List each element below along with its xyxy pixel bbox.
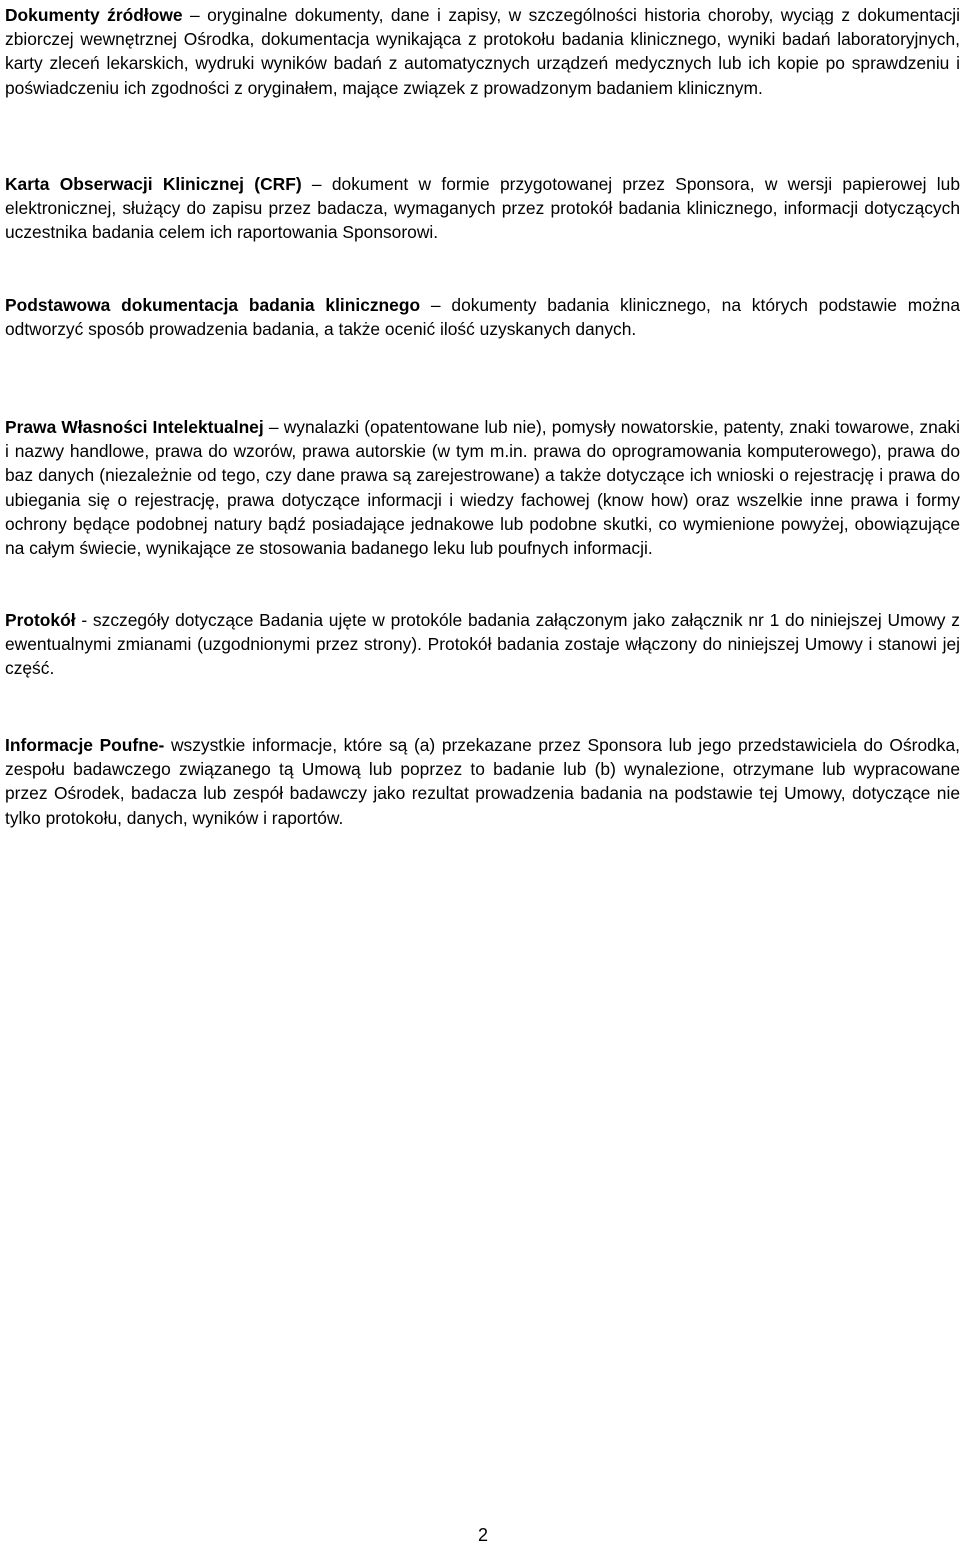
definition-term: Karta Obserwacji Klinicznej (CRF): [5, 174, 302, 194]
definition-separator: [164, 735, 171, 755]
definition-karta-obserwacji-klinicznej: [5, 172, 960, 245]
definition-prawa-wlasnosci-intelektualnej: [5, 415, 960, 560]
definition-term: Prawa Własności Intelektualnej: [5, 417, 264, 437]
definition-text: szczegóły dotyczące Badania ujęte w protokóle badania załączonym jako załącznik nr 1 do niniejszej Umowy z ewentualnymi zmianami (uzgodnionymi przez strony). Protokół badania zostaje włączony do niniejszej Umowy i stanowi jej część.: [5, 610, 960, 679]
definition-protokol: [5, 608, 960, 681]
definition-separator: –: [301, 174, 332, 194]
definition-term: Informacje Poufne-: [5, 735, 165, 755]
definition-text: dokument w formie przygotowanej przez Sponsora, w wersji papierowej lub elektronicznej, służący do zapisu przez badacza, wymaganych przez protokół badania klinicznego, informacji dotyczących uczestnika badania celem ich raportowania Sponsorowi.: [5, 174, 960, 243]
definition-separator: –: [263, 417, 284, 437]
definition-term: Podstawowa dokumentacja badania klinicznego: [5, 295, 421, 315]
definition-text: oryginalne dokumenty, dane i zapisy, w szczególności historia choroby, wyciąg z dokumentacji zbiorczej wewnętrznej Ośrodka, dokumentacja wynikająca z protokołu badania klinicznego, wyniki badań laboratoryjnych, karty zleceń lekarskich, wydruki wyników badań z automatycznych urządzeń medycznych lub ich kopie po sprawdzeniu i poświadczeniu ich zgodności z oryginałem, mające związek z prowadzonym badaniem klinicznym.: [5, 5, 960, 98]
definition-separator: –: [420, 295, 452, 315]
definition-separator: -: [75, 610, 93, 630]
definition-term: Protokół: [5, 610, 76, 630]
definition-informacje-poufne: [5, 733, 960, 830]
definition-text: wszystkie informacje, które są (a) przekazane przez Sponsora lub jego przedstawiciela do Ośrodka, zespołu badawczego związanego tą Umową lub poprzez to badanie lub (b) wynalezione, otrzymane lub wypracowane przez Ośrodek, badacza lub zespół badawczy jako rezultat prowadzenia badania na podstawie tej Umowy, dotyczące nie tylko protokołu, danych, wyników i raportów.: [5, 735, 960, 828]
page-number: 2: [477, 1525, 488, 1545]
definition-podstawowa-dokumentacja: [5, 293, 960, 341]
definition-text: wynalazki (opatentowane lub nie), pomysły nowatorskie, patenty, znaki towarowe, znaki i nazwy handlowe, prawa do wzorów, prawa autorskie (w tym m.in. prawa do oprogramowania komputerowego), prawa do baz danych (niezależnie od tego, czy dane prawa są zarejestrowane) a także dotyczące ich wnioski o rejestrację i prawa do ubiegania się o rejestrację, prawa dotyczące informacji i wiedzy fachowej (know how) oraz wszelkie inne prawa i formy ochrony będące podobnej natury bądź posiadające jednakowe lub podobne skutki, co wymienione powyżej, obowiązujące na całym świecie, wynikające ze stosowania badanego leku lub poufnych informacji.: [5, 417, 960, 559]
definition-separator: –: [182, 5, 208, 25]
definition-dokumenty-zrodlowe: [5, 3, 960, 100]
definition-term: Dokumenty źródłowe: [5, 5, 183, 25]
definition-text: dokumenty badania klinicznego, na których podstawie można odtworzyć sposób prowadzenia badania, a także ocenić ilość uzyskanych danych.: [5, 295, 960, 340]
